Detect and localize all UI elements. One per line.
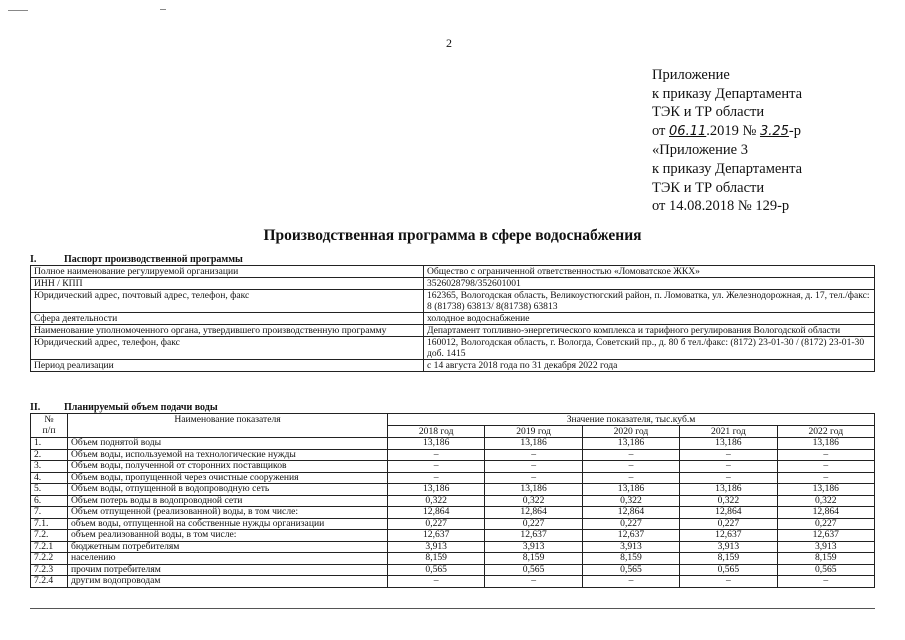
row-value: 3,913 xyxy=(582,541,679,553)
row-value: – xyxy=(582,576,679,588)
row-value: 13,186 xyxy=(388,438,485,450)
bottom-rule xyxy=(30,608,875,609)
row-value: – xyxy=(485,472,582,484)
row-value: 0,227 xyxy=(582,518,679,530)
passport-label: Юридический адрес, телефон, факс xyxy=(31,337,424,360)
appendix-order-date-line xyxy=(652,122,802,142)
row-indicator-name: Объем воды, пропущенной через очистные сооружения xyxy=(68,472,388,484)
row-number: 5. xyxy=(31,484,68,496)
row-value: – xyxy=(485,461,582,473)
row-value: – xyxy=(680,461,777,473)
row-value: 0,227 xyxy=(777,518,874,530)
row-value: 0,322 xyxy=(388,495,485,507)
row-value: – xyxy=(680,449,777,461)
column-header-year: 2020 год xyxy=(582,426,679,438)
passport-value: Департамент топливно-энергетического комплекса и тарифного регулирования Вологодской области xyxy=(424,325,875,337)
row-value: 12,637 xyxy=(485,530,582,542)
row-value: – xyxy=(485,576,582,588)
row-value: – xyxy=(777,576,874,588)
row-value: 13,186 xyxy=(680,484,777,496)
row-value: 12,864 xyxy=(777,507,874,519)
row-value: 13,186 xyxy=(485,484,582,496)
row-number: 7.2. xyxy=(31,530,68,542)
appendix-line: от 14.08.2018 № 129-р xyxy=(652,198,790,215)
table-row xyxy=(31,484,875,496)
section-2-heading xyxy=(30,402,218,413)
row-value: – xyxy=(680,472,777,484)
row-value: – xyxy=(388,449,485,461)
row-indicator-name: другим водопроводам xyxy=(68,576,388,588)
row-number: 7.2.1 xyxy=(31,541,68,553)
row-value: 3,913 xyxy=(777,541,874,553)
row-value: 3,913 xyxy=(485,541,582,553)
passport-row xyxy=(31,313,875,325)
row-indicator-name: Объем воды, полученной от сторонних поставщиков xyxy=(68,461,388,473)
column-header-year: 2018 год xyxy=(388,426,485,438)
row-value: 0,322 xyxy=(777,495,874,507)
table-row xyxy=(31,518,875,530)
table-row xyxy=(31,530,875,542)
row-value: – xyxy=(582,449,679,461)
row-value: 8,159 xyxy=(582,553,679,565)
row-indicator-name: бюджетным потребителям xyxy=(68,541,388,553)
row-number: 7.2.2 xyxy=(31,553,68,565)
row-value: 0,565 xyxy=(777,564,874,576)
column-header-year: 2019 год xyxy=(485,426,582,438)
table-row xyxy=(31,541,875,553)
passport-value: холодное водоснабжение xyxy=(424,313,875,325)
passport-row xyxy=(31,337,875,360)
row-number: 7.2.4 xyxy=(31,576,68,588)
column-header-number-line: № xyxy=(44,414,54,425)
table-row xyxy=(31,507,875,519)
row-indicator-name: прочим потребителям xyxy=(68,564,388,576)
water-volume-table-head xyxy=(31,414,875,438)
row-value: – xyxy=(388,461,485,473)
row-value: – xyxy=(777,461,874,473)
section-title: Планируемый объем подачи воды xyxy=(64,402,218,413)
row-value: 13,186 xyxy=(582,438,679,450)
row-value: 0,322 xyxy=(680,495,777,507)
passport-value: 160012, Вологодская область, г. Вологда, Советский пр., д. 80 б тел./факс: (8172) 23-01-30 / (8172) 23-01-30 доб. 1415 xyxy=(424,337,875,360)
row-number: 4. xyxy=(31,472,68,484)
row-number: 7.1. xyxy=(31,518,68,530)
row-indicator-name: объем реализованной воды, в том числе: xyxy=(68,530,388,542)
row-number: 7.2.3 xyxy=(31,564,68,576)
column-header-name: Наименование показателя xyxy=(68,414,388,438)
row-value: 0,565 xyxy=(680,564,777,576)
row-value: – xyxy=(582,461,679,473)
appendix-block xyxy=(652,66,802,216)
table-row xyxy=(31,449,875,461)
passport-value: 162365, Вологодская область, Великоустюгский район, п. Ломоватка, ул. Железнодорожная, д. 17, тел./факс: 8 (81738) 63813/ 8(81738) 63813 xyxy=(424,290,875,313)
row-value: – xyxy=(680,576,777,588)
row-indicator-name: Объем потерь воды в водопроводной сети xyxy=(68,495,388,507)
table-row xyxy=(31,472,875,484)
water-volume-table-body xyxy=(31,438,875,588)
row-value: 3,913 xyxy=(388,541,485,553)
passport-row xyxy=(31,290,875,313)
scan-speck xyxy=(160,9,166,10)
row-value: 8,159 xyxy=(777,553,874,565)
row-value: – xyxy=(485,449,582,461)
row-value: 0,227 xyxy=(388,518,485,530)
table-row xyxy=(31,438,875,450)
table-row xyxy=(31,576,875,588)
column-header-number xyxy=(31,414,68,438)
table-row xyxy=(31,495,875,507)
passport-row xyxy=(31,278,875,290)
row-value: 13,186 xyxy=(777,484,874,496)
row-value: – xyxy=(388,576,485,588)
passport-label: Сфера деятельности xyxy=(31,313,424,325)
handwritten-number: 3.25 xyxy=(759,123,789,139)
section-title: Паспорт производственной программы xyxy=(64,254,243,265)
table-row xyxy=(31,564,875,576)
passport-table-body xyxy=(31,266,875,372)
passport-value: 3526028798/352601001 xyxy=(424,278,875,290)
row-indicator-name: объем воды, отпущенной на собственные нужды организации xyxy=(68,518,388,530)
handwritten-day: 06.11 xyxy=(669,123,707,139)
row-value: 12,864 xyxy=(582,507,679,519)
row-number: 7. xyxy=(31,507,68,519)
row-value: – xyxy=(388,472,485,484)
passport-row xyxy=(31,360,875,372)
appendix-year: .2019 № xyxy=(706,122,757,139)
row-number: 6. xyxy=(31,495,68,507)
passport-row xyxy=(31,325,875,337)
row-value: 12,637 xyxy=(582,530,679,542)
row-indicator-name: населению xyxy=(68,553,388,565)
row-value: – xyxy=(777,449,874,461)
row-indicator-name: Объем воды, отпущенной в водопроводную сеть xyxy=(68,484,388,496)
row-value: 3,913 xyxy=(680,541,777,553)
row-number: 3. xyxy=(31,461,68,473)
passport-label: Юридический адрес, почтовый адрес, телефон, факс xyxy=(31,290,424,313)
row-value: 0,227 xyxy=(680,518,777,530)
table-row xyxy=(31,461,875,473)
row-value: 13,186 xyxy=(777,438,874,450)
row-value: 12,864 xyxy=(388,507,485,519)
column-header-value-group: Значение показателя, тыс.куб.м xyxy=(388,414,875,426)
column-header-year: 2021 год xyxy=(680,426,777,438)
passport-label: Полное наименование регулируемой организации xyxy=(31,266,424,278)
row-value: 8,159 xyxy=(680,553,777,565)
row-value: – xyxy=(777,472,874,484)
row-value: 8,159 xyxy=(388,553,485,565)
column-header-number-line: п/п xyxy=(42,425,56,436)
appendix-line: «Приложение 3 xyxy=(652,142,748,159)
row-number: 2. xyxy=(31,449,68,461)
row-value: 13,186 xyxy=(388,484,485,496)
scan-speck xyxy=(8,10,28,11)
row-indicator-name: Объем поднятой воды xyxy=(68,438,388,450)
appendix-suffix: -р xyxy=(788,122,802,139)
passport-row xyxy=(31,266,875,278)
row-number: 1. xyxy=(31,438,68,450)
passport-label: Наименование уполномоченного органа, утвердившего производственную программу xyxy=(31,325,424,337)
passport-value: с 14 августа 2018 года по 31 декабря 2022 года xyxy=(424,360,875,372)
appendix-line: ТЭК и ТР области xyxy=(652,179,765,196)
section-1-heading xyxy=(30,254,243,265)
row-value: 13,186 xyxy=(680,438,777,450)
column-header-year: 2022 год xyxy=(777,426,874,438)
appendix-prefix: от xyxy=(652,122,666,139)
passport-table xyxy=(30,265,875,372)
row-value: 12,864 xyxy=(680,507,777,519)
row-value: – xyxy=(582,472,679,484)
row-indicator-name: Объем воды, используемой на технологические нужды xyxy=(68,449,388,461)
table-row xyxy=(31,553,875,565)
appendix-line: к приказу Департамента xyxy=(652,85,803,102)
row-indicator-name: Объем отпущенной (реализованной) воды, в том числе: xyxy=(68,507,388,519)
row-value: 12,637 xyxy=(777,530,874,542)
appendix-line: Приложение xyxy=(652,67,730,83)
row-value: 0,565 xyxy=(582,564,679,576)
passport-label: Период реализации xyxy=(31,360,424,372)
row-value: 0,565 xyxy=(485,564,582,576)
row-value: 0,227 xyxy=(485,518,582,530)
water-volume-table xyxy=(30,413,875,588)
passport-value: Общество с ограниченной ответственностью «Ломоватское ЖКХ» xyxy=(424,266,875,278)
row-value: 0,322 xyxy=(485,495,582,507)
row-value: 13,186 xyxy=(485,438,582,450)
row-value: 12,864 xyxy=(485,507,582,519)
row-value: 0,565 xyxy=(388,564,485,576)
appendix-line: к приказу Департамента xyxy=(652,160,803,177)
row-value: 0,322 xyxy=(582,495,679,507)
row-value: 13,186 xyxy=(582,484,679,496)
row-value: 12,637 xyxy=(388,530,485,542)
page-number: 2 xyxy=(446,36,452,50)
section-number: I. xyxy=(30,254,37,265)
row-value: 8,159 xyxy=(485,553,582,565)
passport-label: ИНН / КПП xyxy=(31,278,424,290)
section-number: II. xyxy=(30,402,41,413)
header-row xyxy=(31,414,875,426)
appendix-line: ТЭК и ТР области xyxy=(652,104,765,121)
document-title: Производственная программа в сфере водоснабжения xyxy=(263,227,642,244)
row-value: 12,637 xyxy=(680,530,777,542)
